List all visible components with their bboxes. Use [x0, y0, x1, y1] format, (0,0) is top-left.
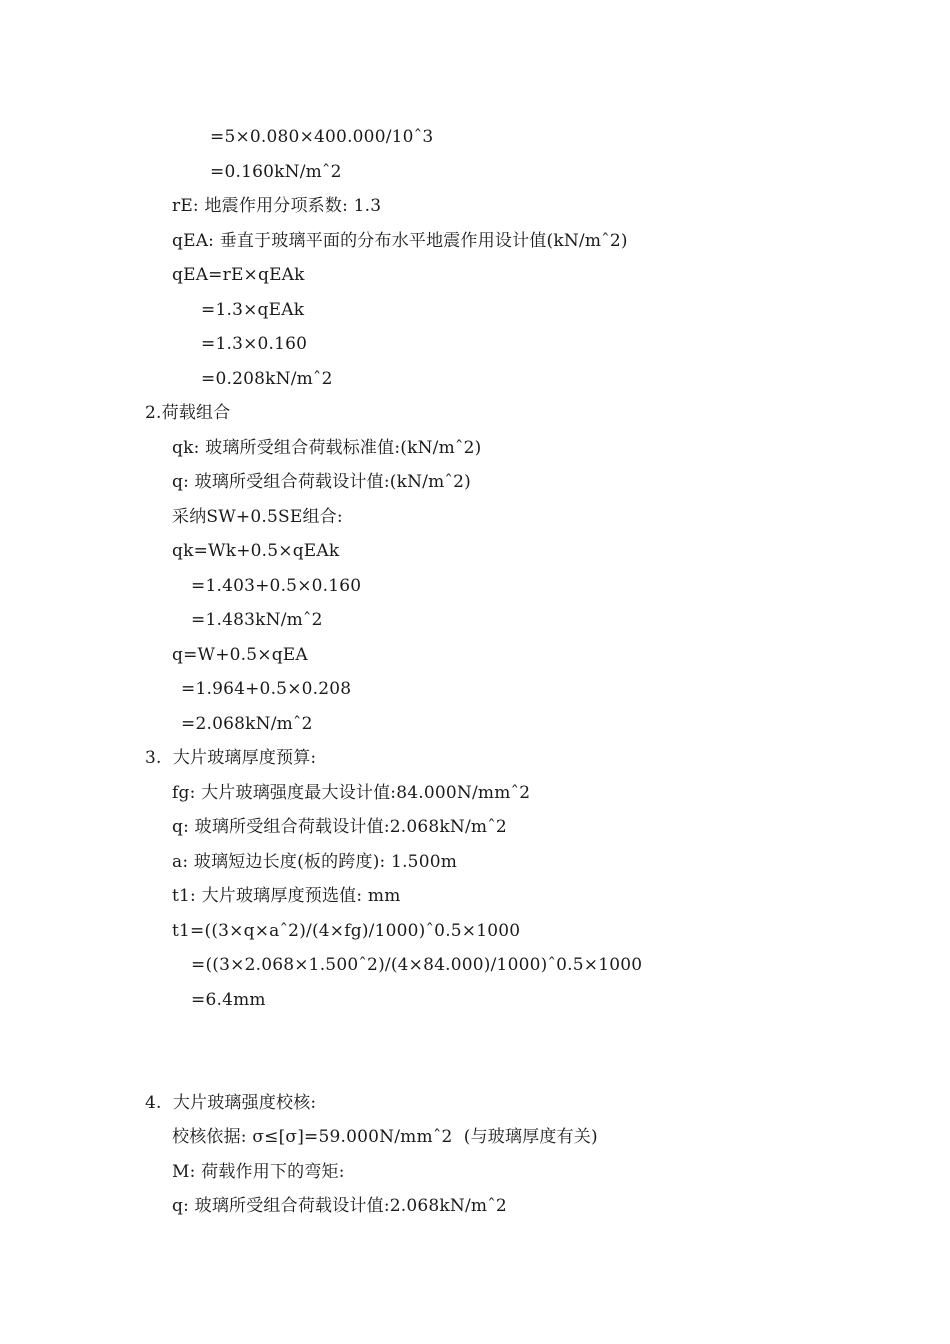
formula-line: =2.068kN/mˆ2 — [181, 714, 313, 734]
definition-line: q: 玻璃所受组合荷载设计值:2.068kN/mˆ2 — [172, 817, 507, 837]
definition-line: 校核依据: σ≤[σ]=59.000N/mmˆ2 (与玻璃厚度有关) — [172, 1127, 598, 1147]
section-heading: 3. 大片玻璃厚度预算: — [145, 748, 317, 768]
section-heading: 4. 大片玻璃强度校核: — [145, 1093, 317, 1113]
formula-line: =1.3×qEAk — [201, 300, 305, 320]
formula-line: qEA=rE×qEAk — [172, 265, 305, 285]
definition-line: q: 玻璃所受组合荷载设计值:2.068kN/mˆ2 — [172, 1196, 507, 1216]
formula-line: qk=Wk+0.5×qEAk — [172, 541, 340, 561]
formula-line: =1.964+0.5×0.208 — [181, 679, 352, 699]
definition-line: rE: 地震作用分项系数: 1.3 — [172, 196, 382, 216]
definition-line: M: 荷载作用下的弯矩: — [172, 1162, 345, 1182]
formula-line: =6.4mm — [191, 990, 266, 1010]
definition-line: q: 玻璃所受组合荷载设计值:(kN/mˆ2) — [172, 472, 471, 492]
definition-line: fg: 大片玻璃强度最大设计值:84.000N/mmˆ2 — [172, 783, 531, 803]
section-heading: 2.荷载组合 — [145, 403, 231, 423]
formula-line: =1.483kN/mˆ2 — [191, 610, 323, 630]
formula-line: =0.160kN/mˆ2 — [210, 162, 342, 182]
formula-line: =0.208kN/mˆ2 — [201, 369, 333, 389]
definition-line: 采纳SW+0.5SE组合: — [172, 507, 343, 527]
formula-line: =5×0.080×400.000/10ˆ3 — [210, 127, 434, 147]
definition-line: qEA: 垂直于玻璃平面的分布水平地震作用设计值(kN/mˆ2) — [172, 231, 628, 251]
definition-line: qk: 玻璃所受组合荷载标准值:(kN/mˆ2) — [172, 438, 482, 458]
formula-line: =1.3×0.160 — [201, 334, 308, 354]
definition-line: a: 玻璃短边长度(板的跨度): 1.500m — [172, 852, 458, 872]
formula-line: =((3×2.068×1.500ˆ2)/(4×84.000)/1000)ˆ0.5×1000 — [191, 955, 643, 975]
definition-line: t1: 大片玻璃厚度预选值: mm — [172, 886, 401, 906]
formula-line: q=W+0.5×qEA — [172, 645, 308, 665]
formula-line: =1.403+0.5×0.160 — [191, 576, 362, 596]
formula-line: t1=((3×q×aˆ2)/(4×fg)/1000)ˆ0.5×1000 — [172, 921, 521, 941]
